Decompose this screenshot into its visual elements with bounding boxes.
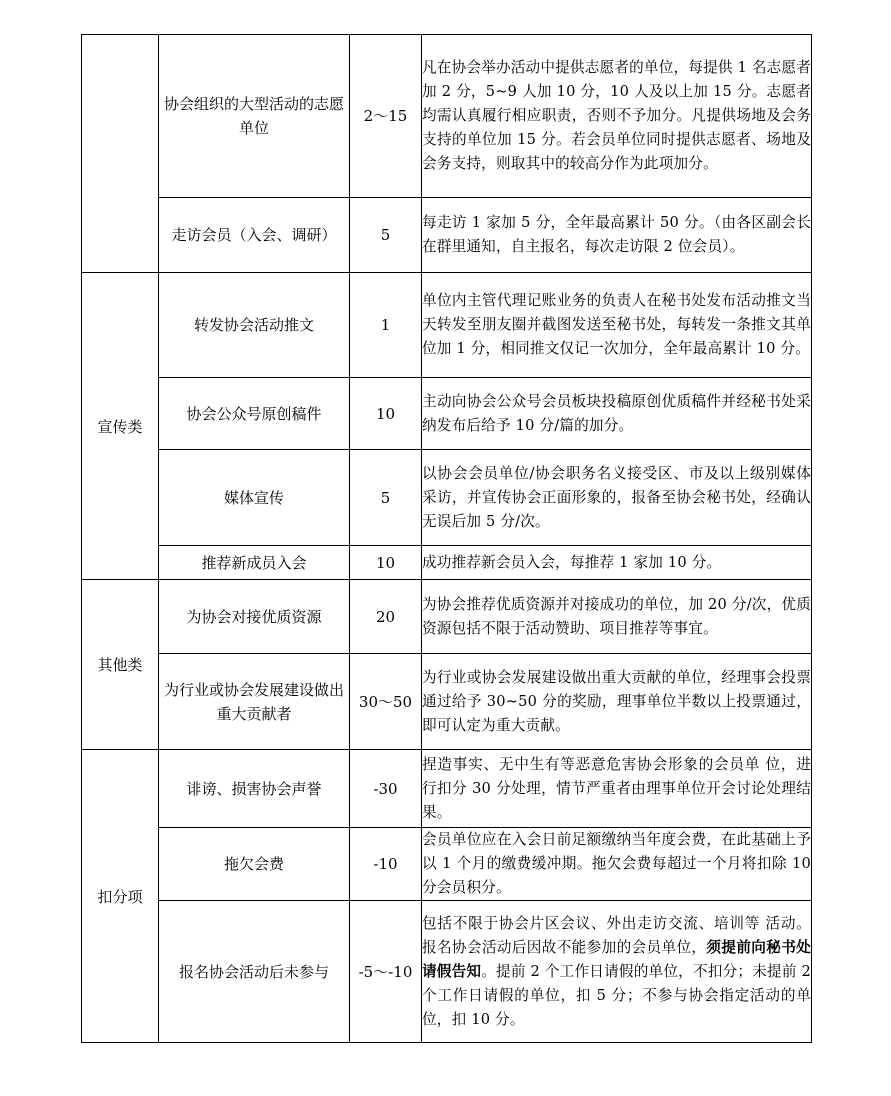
item-cell: 协会公众号原创稿件 [159,378,350,450]
score-cell: 10 [350,378,422,450]
item-cell: 推荐新成员入会 [159,546,350,580]
rule-cell: 为协会推荐优质资源并对接成功的单位，加 20 分/次，优质资源包括不限于活动赞助、项目推荐等事宜。 [422,580,812,654]
item-cell: 媒体宣传 [159,450,350,546]
score-cell: -30 [350,750,422,828]
rule-emphasis: 须提前向秘书处请假告知 [422,938,811,980]
rule-cell: 成功推荐新会员入会，每推荐 1 家加 10 分。 [422,546,812,580]
category-cell: 其他类 [82,580,159,750]
score-cell: -5～-10 [350,901,422,1043]
item-cell: 为协会对接优质资源 [159,580,350,654]
rule-text: 包括不限于协会片区会议、外出走访交流、培训等 活动。报名协会活动后因故不能参加的会员单位， [422,914,811,956]
item-cell: 拖欠会费 [159,828,350,901]
table-row [82,546,812,580]
table-row [82,654,812,750]
rule-cell: 以协会会员单位/协会职务名义接受区、市及以上级别媒体采访，并宣传协会正面形象的，报备至协会秘书处，经确认无误后加 5 分/次。 [422,450,812,546]
table-row [82,828,812,901]
item-cell: 为行业或协会发展建设做出重大贡献者 [159,654,350,750]
rule-cell: 单位内主管代理记账业务的负责人在秘书处发布活动推文当天转发至朋友圈并截图发送至秘书处，每转发一条推文其单位加 1 分，相同推文仅记一次加分，全年最高累计 10 分。 [422,273,812,378]
item-cell: 走访会员（入会、调研） [159,198,350,273]
rule-text: 。提前 2 个工作日请假的单位，不扣分；未提前 2 个工作日请假的单位，扣 5 分；不参与协会指定活动的单位，扣 10 分。 [422,962,811,1028]
rule-cell: 主动向协会公众号会员板块投稿原创优质稿件并经秘书处采纳发布后给予 10 分/篇的加分。 [422,378,812,450]
score-cell: 2～15 [350,35,422,198]
score-cell: -10 [350,828,422,901]
table-row [82,273,812,378]
score-cell: 10 [350,546,422,580]
table-row [82,750,812,828]
rule-cell: 为行业或协会发展建设做出重大贡献的单位，经理事会投票通过给予 30~50 分的奖励，理事单位半数以上投票通过，即可认定为重大贡献。 [422,654,812,750]
table-row [82,450,812,546]
scoring-table [81,34,812,1043]
category-cell: 扣分项 [82,750,159,1043]
table-row [82,901,812,1043]
table-row [82,35,812,198]
score-cell: 5 [350,198,422,273]
rule-cell: 捏造事实、无中生有等恶意危害协会形象的会员单 位，进行扣分 30 分处理，情节严重者由理事单位开会讨论处理结果。 [422,750,812,828]
category-cell: 宣传类 [82,273,159,580]
item-cell: 报名协会活动后未参与 [159,901,350,1043]
score-cell: 30～50 [350,654,422,750]
item-cell: 协会组织的大型活动的志愿单位 [159,35,350,198]
table-row [82,378,812,450]
rule-cell: 凡在协会举办活动中提供志愿者的单位，每提供 1 名志愿者加 2 分，5~9 人加 10 分，10 人及以上加 15 分。志愿者均需认真履行相应职责，否则不予加分。凡提供场地及会务支持的单位加 15 分。若会员单位同时提供志愿者、场地及会务支持，则取其中的较高分作为此项加分。 [422,35,812,198]
category-cell [82,35,159,273]
score-cell: 1 [350,273,422,378]
rule-cell [422,901,812,1043]
rule-cell: 会员单位应在入会日前足额缴纳当年度会费，在此基础上予以 1 个月的缴费缓冲期。拖欠会费每超过一个月将扣除 10 分会员积分。 [422,828,812,901]
item-cell: 转发协会活动推文 [159,273,350,378]
rule-cell: 每走访 1 家加 5 分，全年最高累计 50 分。（由各区副会长在群里通知，自主报名，每次走访限 2 位会员）。 [422,198,812,273]
item-cell: 诽谤、损害协会声誉 [159,750,350,828]
table-row [82,198,812,273]
score-cell: 5 [350,450,422,546]
score-cell: 20 [350,580,422,654]
table-row [82,580,812,654]
